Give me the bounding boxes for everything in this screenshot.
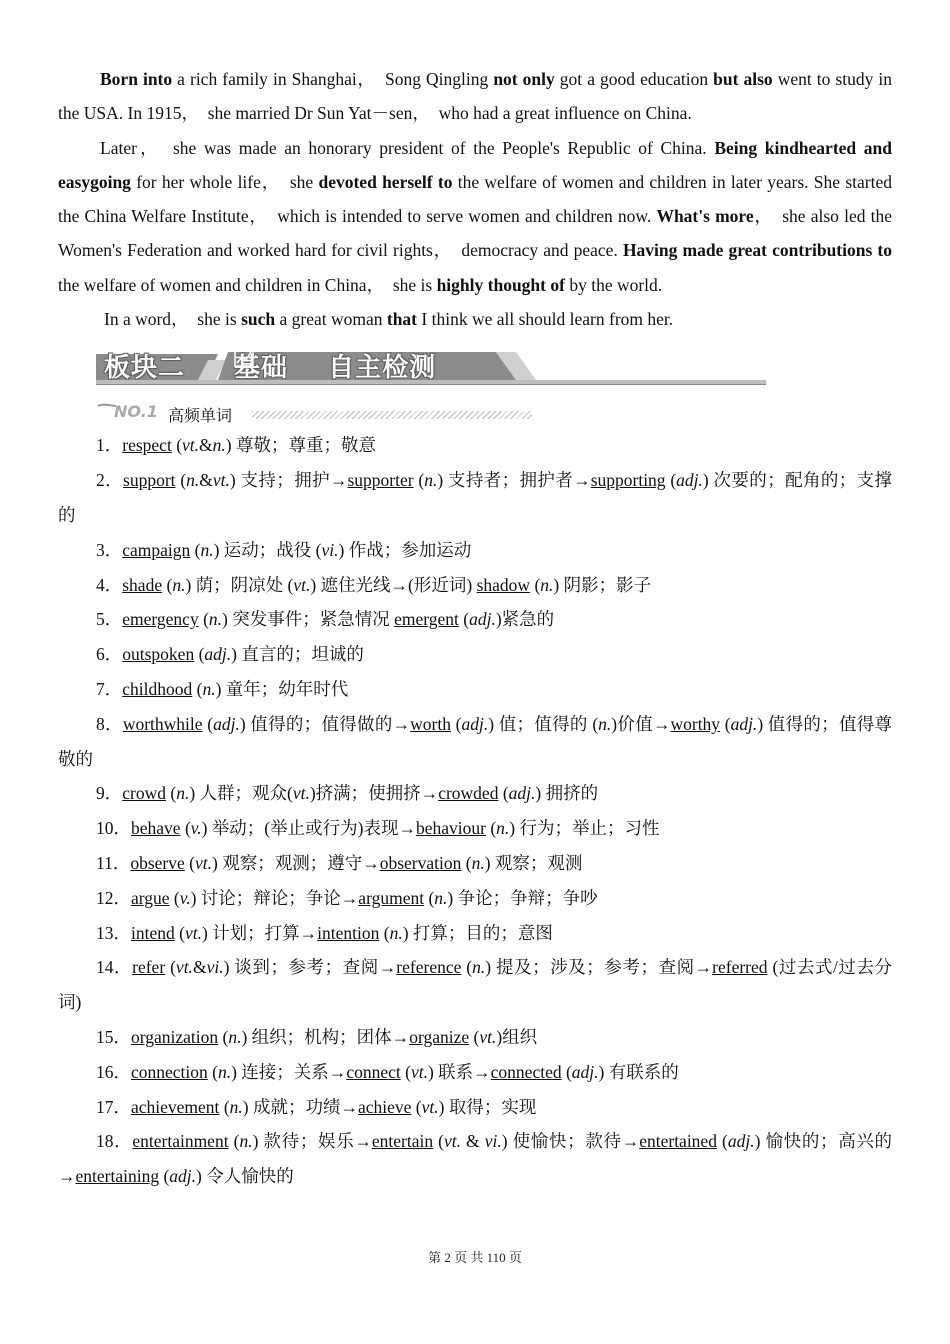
vocab-word: support <box>123 470 176 491</box>
banner-background <box>96 342 806 394</box>
text-run: & <box>192 957 207 978</box>
passage-paragraph-2 <box>58 131 892 302</box>
text-run: adj. <box>469 609 496 630</box>
text-run: ) 谈到；参考；查阅→ <box>223 957 397 978</box>
text-run: ( <box>461 852 472 873</box>
bold-phrase: but also <box>713 69 773 89</box>
text-run: ) 荫；阴凉处 ( <box>185 574 294 595</box>
hatch-divider <box>252 411 532 419</box>
text-run: 2． <box>96 470 124 491</box>
vocab-word: observe <box>130 852 185 873</box>
vocab-word: behaviour <box>415 818 486 839</box>
text-run: v. <box>179 887 191 908</box>
text-run: ( <box>458 609 470 630</box>
text-run: 1． <box>96 435 123 456</box>
vocab-item <box>58 916 892 951</box>
vocab-item <box>58 428 892 463</box>
text-run: vi. <box>206 957 224 978</box>
bold-phrase: not only <box>493 69 555 89</box>
vocab-item <box>58 707 892 777</box>
vocab-item <box>58 950 892 1020</box>
vocab-word: intention <box>317 922 380 943</box>
text-run: ( <box>162 574 173 595</box>
text-run: got a good education <box>554 69 714 89</box>
vocab-item <box>58 1055 892 1090</box>
text-run: vt. <box>410 1061 428 1082</box>
text-run: ) 值得的；值得尊敬的 <box>58 713 893 769</box>
text-run: ) 拥挤的 <box>535 783 599 804</box>
text-run: n. <box>229 1096 243 1117</box>
bold-phrase: devoted herself to <box>318 171 453 192</box>
text-run: ( <box>400 1061 411 1082</box>
vocab-item <box>58 811 892 846</box>
text-run: ( <box>207 1061 218 1082</box>
text-run: n. <box>228 1026 242 1047</box>
passage-paragraph-3 <box>58 302 892 336</box>
text-run: vt. <box>175 957 193 978</box>
text-run: )紧急的 <box>495 609 555 630</box>
vocab-word: organization <box>131 1026 219 1047</box>
vocab-word: connection <box>131 1061 208 1082</box>
text-run: n. <box>202 678 216 699</box>
text-run: ) 直言的；坦诚的 <box>231 644 364 665</box>
vocab-item <box>58 846 892 881</box>
text-run: ( <box>433 1131 444 1152</box>
text-run: n. <box>472 957 486 978</box>
text-run: ( <box>175 470 187 491</box>
text-run: n. <box>172 574 186 595</box>
vocab-word: worthwhile <box>122 713 203 734</box>
vocab-item <box>58 1020 892 1055</box>
text-run: n. <box>200 539 214 560</box>
text-run: n. <box>176 783 190 804</box>
text-run: ) 计划；打算→ <box>201 922 318 943</box>
text-run: v. <box>190 818 202 839</box>
text-run: ( <box>665 470 677 491</box>
text-run: ( <box>219 1096 230 1117</box>
section-title: 高频单词 <box>168 406 233 426</box>
vocab-item <box>58 776 892 811</box>
text-run: ( <box>530 574 541 595</box>
vocab-word: childhood <box>122 678 193 699</box>
text-run: n. <box>496 818 510 839</box>
vocab-word: emergency <box>122 609 199 630</box>
text-run: ) 支持者；拥护者→ <box>437 470 591 491</box>
text-run: ( <box>450 713 462 734</box>
text-run: ) 讨论；辩论；争论→ <box>190 887 359 908</box>
text-run: n. <box>434 887 448 908</box>
vocab-word: referred <box>712 957 768 978</box>
text-run: 17． <box>96 1096 131 1117</box>
vocab-word: organize <box>409 1026 470 1047</box>
text-run: )挤满；使拥挤→ <box>309 783 439 804</box>
vocab-item <box>58 881 892 916</box>
text-run: ) 令人愉快的 <box>196 1166 294 1187</box>
text-run: n. <box>217 1061 232 1082</box>
text-run: ( <box>228 1131 240 1152</box>
text-run: ( <box>192 678 203 699</box>
text-run: ) 联系→ <box>427 1061 491 1082</box>
vocab-word: supporting <box>590 470 666 491</box>
text-run: ( <box>202 713 214 734</box>
text-run: ) 作战；参加运动 <box>338 539 472 560</box>
text-run: ( <box>716 1131 728 1152</box>
bold-phrase: Born into <box>100 69 173 89</box>
text-run: adj. <box>730 713 758 734</box>
text-run: adj. <box>508 783 536 804</box>
vocab-word: intend <box>131 922 175 943</box>
banner-part-label: 板块二 <box>104 353 186 384</box>
text-run: ) 阴影；影子 <box>553 574 652 595</box>
text-run: ( <box>180 818 191 839</box>
text-run: 12． <box>96 887 131 908</box>
text-run: n. <box>186 470 200 491</box>
vocab-word: argue <box>131 887 170 908</box>
vocab-list <box>58 428 892 1194</box>
passage-paragraph-1 <box>58 62 892 131</box>
text-run: 6． <box>96 644 123 665</box>
text-run: vi. <box>321 539 339 560</box>
text-run: adj. <box>204 644 232 665</box>
text-run: vt. <box>195 852 213 873</box>
text-run: n. <box>239 1131 253 1152</box>
vocab-item <box>58 602 892 637</box>
text-run: Later， she was made an honorary president of the People's Republic of China. <box>100 137 715 158</box>
text-run: ) 打算；目的；意图 <box>402 922 553 943</box>
text-run: a great woman <box>275 309 387 330</box>
bold-phrase: Being kindhearted and easygoing <box>58 137 893 192</box>
vocab-word: entertaining <box>75 1166 160 1187</box>
text-run: ) 举动；(举止或行为)表现→ <box>201 818 416 839</box>
text-run: the welfare of women and children in China， she is <box>58 274 437 295</box>
vocab-word: crowded <box>438 783 499 804</box>
vocab-word: achievement <box>131 1096 220 1117</box>
text-run: ( <box>165 957 176 978</box>
vocab-word: entertained <box>639 1131 717 1152</box>
vocab-word: entertain <box>371 1131 434 1152</box>
bold-phrase: that <box>386 309 418 330</box>
vocab-word: entertainment <box>132 1131 229 1152</box>
vocab-item <box>58 1090 892 1125</box>
text-run: n. <box>471 852 485 873</box>
text-run: ) 愉快的；高兴的→ <box>58 1131 893 1187</box>
document-page <box>58 62 892 1194</box>
vocab-word: outspoken <box>122 644 195 665</box>
text-run: ( <box>194 644 205 665</box>
text-run: & <box>461 1131 485 1152</box>
text-run: ) 运动；战役 ( <box>213 539 322 560</box>
vocab-word: emergent <box>394 609 459 630</box>
vocab-item <box>58 568 892 603</box>
text-run: n. <box>389 922 403 943</box>
text-run: vt. <box>479 1026 497 1047</box>
text-run: ( <box>469 1026 480 1047</box>
text-run: ( <box>561 1061 572 1082</box>
text-run: ) 有联系的 <box>598 1061 679 1082</box>
text-run: ) 行为；举止；习性 <box>509 818 660 839</box>
text-run: 10． <box>96 818 131 839</box>
text-run: ( <box>411 1096 422 1117</box>
text-run: vi. <box>484 1131 502 1152</box>
text-run: vt. <box>212 470 230 491</box>
vocab-word: observation <box>379 852 462 873</box>
text-run: I think we all should learn from her. <box>417 309 674 330</box>
text-run: ) 观察；观测 <box>484 852 583 873</box>
bold-phrase: What's more <box>656 206 754 227</box>
text-run: ) 值得的；值得做的→ <box>239 713 411 734</box>
section-number: NO.1 <box>114 402 158 422</box>
text-run: ( <box>413 470 425 491</box>
vocab-word: behave <box>131 818 181 839</box>
text-run: n. <box>598 713 612 734</box>
text-run: a rich family in Shanghai， Song Qingling <box>172 69 494 89</box>
text-run: 15． <box>96 1026 131 1047</box>
vocab-item <box>58 672 892 707</box>
text-run: n. <box>212 435 226 456</box>
vocab-word: worthy <box>670 713 721 734</box>
vocab-word: achieve <box>357 1096 412 1117</box>
text-run: vt. <box>293 574 311 595</box>
text-run: ) 次要的；配角的；支撑的 <box>58 470 893 525</box>
text-run: ( <box>169 887 180 908</box>
vocab-word: argument <box>358 887 425 908</box>
text-run: n. <box>208 609 223 630</box>
text-run: n. <box>540 574 554 595</box>
text-run: & <box>199 470 213 491</box>
text-run: & <box>199 435 213 456</box>
text-run: adj. <box>461 713 489 734</box>
vocab-word: campaign <box>122 539 191 560</box>
text-run: 18． <box>96 1131 133 1152</box>
text-run: ( <box>424 887 435 908</box>
text-run: 13． <box>96 922 131 943</box>
text-run: vt. <box>443 1131 461 1152</box>
text-run: ( <box>218 1026 229 1047</box>
section-banner <box>96 342 806 394</box>
text-run: 11． <box>96 852 131 873</box>
text-run: ( <box>198 609 209 630</box>
text-run: vt. <box>421 1096 439 1117</box>
chart-icon <box>298 358 318 378</box>
vocab-word: connected <box>490 1061 562 1082</box>
vocab-item <box>58 637 892 672</box>
text-run: ( <box>190 539 201 560</box>
text-run: ) 取得；实现 <box>438 1096 537 1117</box>
text-run: ( <box>174 922 185 943</box>
text-run: ) 观察；观测；遵守→ <box>212 852 380 873</box>
text-run: vt. <box>292 783 310 804</box>
text-run: 3． <box>96 539 123 560</box>
text-run: ( <box>165 783 177 804</box>
text-run: ) 提及；涉及；参考；查阅→ <box>485 957 713 978</box>
text-run: adj. <box>213 713 240 734</box>
text-run: adj. <box>676 470 703 491</box>
text-run: )组织 <box>496 1026 538 1047</box>
text-run: ) 尊敬；尊重；敬意 <box>225 435 376 456</box>
vocab-item <box>58 533 892 568</box>
vocab-word: reference <box>396 957 462 978</box>
text-run: ) 连接；关系→ <box>231 1061 347 1082</box>
text-run: ) 支持；拥护→ <box>229 470 348 491</box>
text-run: ( <box>171 435 183 456</box>
vocab-word: crowd <box>122 783 166 804</box>
text-run: ( <box>379 922 390 943</box>
banner-title: 基础 自主检测 <box>234 347 436 384</box>
text-run: 5． <box>96 609 123 630</box>
vocab-word: connect <box>346 1061 401 1082</box>
text-run: ) 成就；功绩→ <box>242 1096 358 1117</box>
text-run: ) 使愉快；款待→ <box>501 1131 640 1152</box>
text-run: ) 款待；娱乐→ <box>252 1131 372 1152</box>
text-run: 9． <box>96 783 123 804</box>
text-run: n. <box>424 470 438 491</box>
text-run: ( <box>184 852 195 873</box>
section-heading <box>96 400 892 428</box>
text-run: by the world. <box>564 274 663 295</box>
text-run: 16． <box>96 1061 131 1082</box>
text-run: 14． <box>96 957 133 978</box>
vocab-word: respect <box>122 435 172 456</box>
text-run: 4． <box>96 574 123 595</box>
text-run: adj. <box>727 1131 755 1152</box>
text-run: 8． <box>96 713 123 734</box>
text-run: vt. <box>182 435 200 456</box>
text-run: ( <box>159 1166 170 1187</box>
bold-phrase: Having made great contributions to <box>622 240 892 261</box>
text-run: In a word， she is <box>104 309 242 330</box>
bold-phrase: highly thought of <box>436 274 565 295</box>
text-run: went to study in the USA. In 1915， she married Dr Sun Yat－sen， who had a great influence on China. <box>58 69 892 124</box>
text-run: ， she also led the Women's Federation and worked hard for civil rights， democracy and peace. <box>58 206 893 261</box>
text-run: ) 值；值得的 ( <box>488 713 599 734</box>
page-footer: 第 2 页 共 110 页 <box>428 1250 522 1265</box>
text-run: ( <box>498 783 509 804</box>
text-run: ( <box>485 818 497 839</box>
vocab-word: supporter <box>347 470 414 491</box>
text-run: ) 遮住光线→(形近词) <box>310 574 477 595</box>
vocab-word: shade <box>122 574 163 595</box>
vocab-word: worth <box>410 713 451 734</box>
text-run: adj. <box>571 1061 599 1082</box>
bold-phrase: such <box>241 309 276 330</box>
text-run: adj. <box>169 1166 197 1187</box>
text-run: ) 组织；机构；团体→ <box>241 1026 410 1047</box>
text-run: ) 争论；争辩；争吵 <box>447 887 598 908</box>
text-run: )价值→ <box>611 713 671 734</box>
vocab-item <box>58 1124 892 1194</box>
text-run: the welfare of women and children in later years. She started the China Welfare Institute， which is intended to serve women and children now. <box>58 171 892 227</box>
vocab-item <box>58 463 892 533</box>
text-run: (过去式/过去分词) <box>58 957 893 1013</box>
text-run: ) 童年；幼年时代 <box>215 678 349 699</box>
text-run: ) 人群；观众( <box>189 783 293 804</box>
vocab-word: refer <box>132 957 166 978</box>
text-run: for her whole life， she <box>130 171 319 192</box>
text-run: ( <box>461 957 473 978</box>
text-run: vt. <box>184 922 202 943</box>
text-run: 7． <box>96 678 123 699</box>
text-run: ) 突发事件；紧急情况 <box>222 609 395 630</box>
vocab-word: shadow <box>476 574 531 595</box>
text-run: ( <box>720 713 731 734</box>
